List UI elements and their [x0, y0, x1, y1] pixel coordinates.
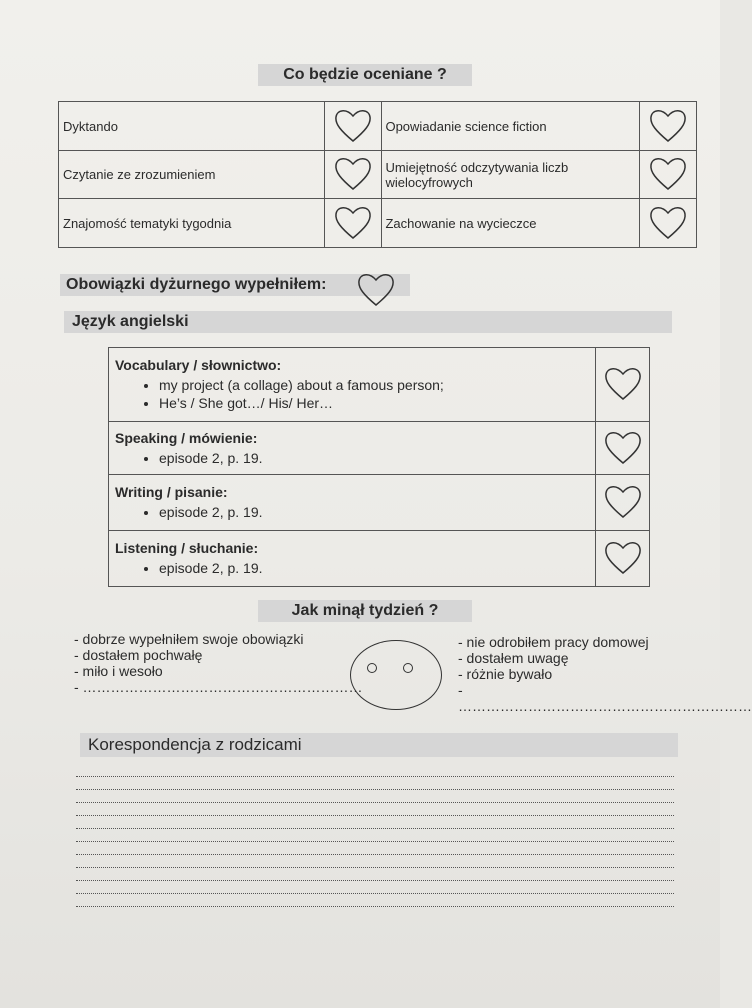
correspondence-heading: Korespondencja z rodzicami [80, 733, 678, 757]
table-row [109, 422, 650, 475]
english-cell [109, 475, 596, 531]
graded-heading: Co będzie oceniane ? [258, 64, 472, 86]
eye-icon [403, 663, 413, 673]
writing-line[interactable] [76, 893, 674, 894]
graded-left-2: Czytanie ze zrozumieniem [59, 151, 325, 199]
list-item: • episode 2, p. 19. [159, 559, 589, 577]
heart-icon[interactable] [640, 199, 697, 248]
english-section-title: Vocabulary / słownictwo: [115, 357, 282, 373]
writing-line[interactable] [76, 802, 674, 803]
list-item: - miło i wesoło [74, 663, 163, 679]
heart-icon[interactable] [640, 151, 697, 199]
graded-left-3: Znajomość tematyki tygodnia [59, 199, 325, 248]
list-item: • my project (a collage) about a famous person; [159, 376, 589, 394]
list-item: - różnie bywało [458, 666, 553, 682]
english-cell [109, 531, 596, 587]
face-icon[interactable] [350, 640, 442, 710]
graded-left-1: Dyktando [59, 102, 325, 151]
list-item: • He’s / She got…/ His/ Her… [159, 394, 589, 412]
english-section-title: Speaking / mówienie: [115, 429, 258, 446]
english-cell [109, 422, 596, 475]
list-item: • episode 2, p. 19. [159, 503, 589, 521]
writing-line[interactable] [76, 906, 674, 907]
writing-line[interactable] [76, 854, 674, 855]
graded-right-1: Opowiadanie science fiction [382, 102, 640, 151]
list-item: - …………………………………………………… [74, 679, 363, 695]
heart-icon[interactable] [640, 102, 697, 151]
list-item: - dostałem pochwałę [74, 647, 203, 663]
heart-icon[interactable] [324, 102, 382, 151]
list-item: • episode 2, p. 19. [159, 449, 589, 467]
week-left-list [74, 631, 363, 695]
graded-right-2: Umiejętność odczytywania liczb wielocyfrowych [382, 151, 640, 199]
graded-right-3: Zachowanie na wycieczce [382, 199, 640, 248]
table-row [59, 199, 697, 248]
english-cell [109, 348, 596, 422]
table-row [59, 102, 697, 151]
list-item: - dostałem uwagę [458, 650, 569, 666]
table-row [109, 531, 650, 587]
writing-line[interactable] [76, 828, 674, 829]
heart-icon[interactable] [596, 475, 650, 531]
writing-line[interactable] [76, 867, 674, 868]
list-item: - nie odrobiłem pracy domowej [458, 634, 649, 650]
writing-line[interactable] [76, 789, 674, 790]
heart-icon[interactable] [596, 422, 650, 475]
table-row [109, 348, 650, 422]
heart-icon[interactable] [356, 270, 396, 308]
heart-icon[interactable] [324, 151, 382, 199]
heart-icon[interactable] [596, 348, 650, 422]
week-right-list [458, 634, 752, 714]
writing-line[interactable] [76, 815, 674, 816]
heart-icon[interactable] [596, 531, 650, 587]
english-section-title: Writing / pisanie: [115, 484, 228, 500]
list-item: - ……………………………………………………… [458, 682, 752, 714]
duty-label: Obowiązki dyżurnego wypełniłem: [66, 276, 327, 293]
english-heading: Język angielski [64, 311, 672, 333]
week-heading: Jak minął tydzień ? [258, 600, 472, 622]
writing-line[interactable] [76, 841, 674, 842]
writing-line[interactable] [76, 776, 674, 777]
list-item: - dobrze wypełniłem swoje obowiązki [74, 631, 304, 647]
table-row [109, 475, 650, 531]
heart-icon[interactable] [324, 199, 382, 248]
graded-table [58, 101, 697, 248]
writing-line[interactable] [76, 880, 674, 881]
eye-icon [367, 663, 377, 673]
english-section-title: Listening / słuchanie: [115, 540, 259, 556]
english-table [108, 347, 650, 587]
table-row [59, 151, 697, 199]
